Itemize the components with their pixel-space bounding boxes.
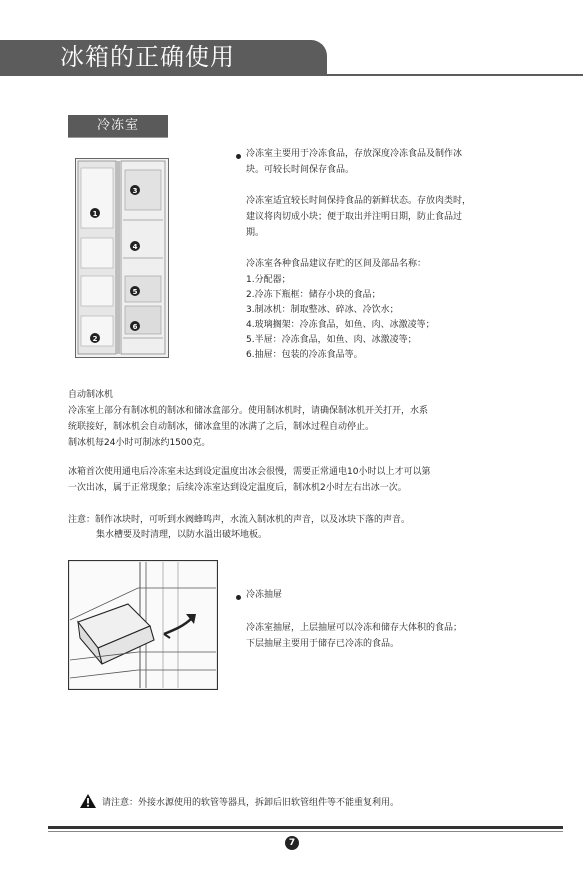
drawer-line-1: 冷冻室抽屉，上层抽屉可以冷冻和储存大体积的食品； xyxy=(246,623,463,633)
page-title: 冰箱的正确使用 xyxy=(60,43,235,71)
callout-5 xyxy=(130,286,140,296)
note-line-2: 集水槽要及时清理，以防水溢出破坏地板。 xyxy=(96,530,268,540)
bullet-dot xyxy=(236,595,241,600)
header-rule xyxy=(0,74,583,76)
zone-item: 6.抽屉：包装的冷冻食品等。 xyxy=(246,350,363,360)
svg-text:6: 6 xyxy=(132,323,138,331)
drawer-line-2: 下层抽屉主要用于储存已冷冻的食品。 xyxy=(246,639,400,649)
first-use-line-1: 冰箱首次使用通电后冷冻室未达到设定温度出冰会很慢，需要正常通电10小时以上才可以第 xyxy=(68,467,431,477)
zone-item: 2.冷冻下瓶框：储存小块的食品； xyxy=(246,290,381,300)
section-title: 冷冻室 xyxy=(68,115,168,137)
intro-para2-line-1: 冷冻室适宜较长时间保持食品的新鲜状态。存放肉类时， xyxy=(246,196,472,206)
intro-line-1: 冷冻室主要用于冷冻食品，存放深度冷冻食品及制作冰 xyxy=(246,149,463,159)
ice-maker-line-3: 制冰机每24小时可制冰约1500克。 xyxy=(68,438,211,448)
callout-1 xyxy=(90,208,100,218)
svg-text:2: 2 xyxy=(92,335,98,343)
warning-text: 请注意：外接水源使用的软管等器具，拆卸后旧软管组件等不能重复利用。 xyxy=(102,798,400,808)
bullet-dot xyxy=(236,154,241,159)
drawer-illustration xyxy=(68,560,218,690)
svg-text:1: 1 xyxy=(92,210,98,218)
freezer-illustration xyxy=(75,158,169,358)
ice-maker-line-2: 统联接好，制冰机会自动制冰，储冰盒里的冰满了之后，制冰过程自动停止。 xyxy=(68,422,375,432)
ice-maker-line-1: 冷冻室上部分有制冰机的制冰和储冰盒部分。使用制冰机时，请确保制冰机开关打开，水系 xyxy=(68,406,429,416)
zone-item: 1.分配器； xyxy=(246,275,291,285)
callout-2 xyxy=(90,333,100,343)
intro-line-2: 块。可较长时间保存食品。 xyxy=(246,165,355,175)
intro-para2-line-3: 期。 xyxy=(246,228,265,238)
note-line-1: 注意：制作冰块时，可听到水阀蜂鸣声，水流入制冰机的声音，以及冰块下落的声音。 xyxy=(68,515,411,525)
drawer-title: 冷冻抽屉 xyxy=(246,590,283,600)
section-rule xyxy=(68,137,168,138)
svg-text:5: 5 xyxy=(132,288,138,296)
ice-maker-heading: 自动制冰机 xyxy=(68,390,114,400)
zones-heading: 冷冻室各种食品建议存贮的区间及部品名称： xyxy=(246,259,427,269)
zone-item: 4.玻璃搁架：冷冻食品，如鱼、肉、冰激凌等； xyxy=(246,320,435,330)
zone-item: 3.制冰机：制取整冰、碎冰、冷饮水； xyxy=(246,305,399,315)
zone-item: 5.半屉：冷冻食品，如鱼、肉、冰激凌等； xyxy=(246,335,417,345)
callout-4 xyxy=(130,241,140,251)
callout-6 xyxy=(130,321,140,331)
intro-para2-line-2: 建议将肉切成小块；便于取出并注明日期，防止食品过 xyxy=(246,212,463,222)
warning-icon xyxy=(79,793,97,809)
svg-text:4: 4 xyxy=(132,243,138,251)
footer-rule xyxy=(48,826,563,829)
svg-text:3: 3 xyxy=(132,187,138,195)
page-number: 7 xyxy=(285,836,299,850)
callout-3 xyxy=(130,185,140,195)
footer-rule-thin xyxy=(48,831,563,832)
first-use-line-2: 一次出冰，属于正常现象；后续冷冻室达到设定温度后，制冰机2小时左右出冰一次。 xyxy=(68,483,407,493)
